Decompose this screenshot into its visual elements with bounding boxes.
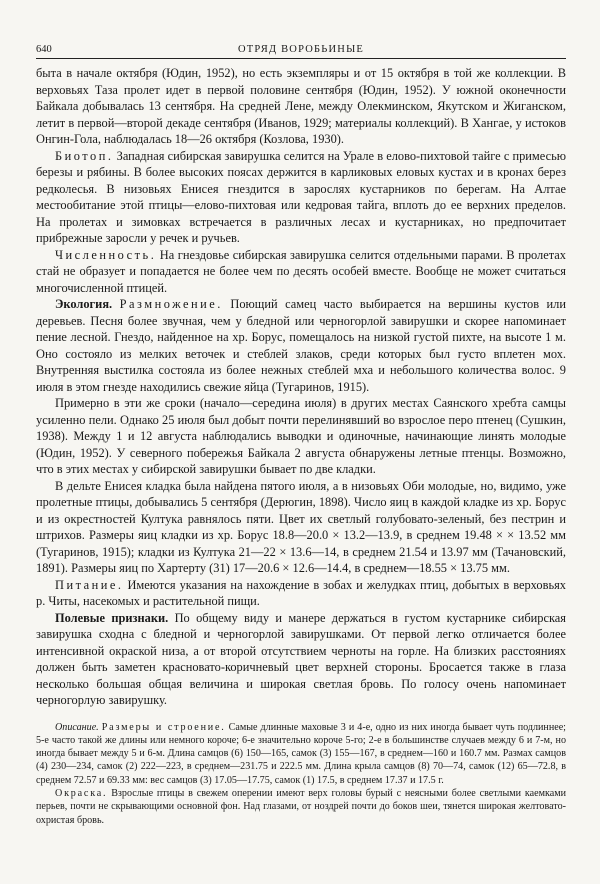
- paragraph-text: Поющий самец часто выбирается на вершины кустов или деревьев. Песня более звучная, чем у бледной или черногорлой завирушки и скорее напоминает пение лесной. Гнездо, найденное на хр. Борус, помещалось на низкой густой пихте, на высоте 1 м. Оно состояло из мелких веточек и стеблей злаков, среди которых был густо вплетен мох. Внутренняя выстилка состояла из более нежных стеблей мха и небольшого количества волос. 9 июля в этом гнезде находились свежие яйца (Тугаринов, 1915).: [36, 297, 566, 394]
- paragraph-diet: [36, 577, 566, 610]
- note-measurements: [36, 721, 566, 787]
- paragraph-continuation: [36, 65, 566, 148]
- paragraph-habitat: [36, 148, 566, 247]
- paragraph-ecology: [36, 296, 566, 395]
- main-text: [36, 65, 566, 709]
- subsection-heading: Размножение.: [119, 297, 223, 311]
- paragraph-text: Имеются указания на нахождение в зобах и желудках птиц, добытых в верховьях р. Читы, насекомых и растительной пищи.: [36, 577, 566, 608]
- section-heading: Численность.: [55, 247, 157, 262]
- paragraph-text: Западная сибирская завирушка селится на Урале в елово-пихтовой тайге с примесью березы и рябины. В более высоких поясах держится в карликовых еловых кустах и в кронах берез редколесья. В низовьях Енисея гнездится в зарослях кустарников по берегам. На Алтае местообитание этой птицы—елово-пихтовая или кедровая тайга, вплоть до ее верхних пределов. На пролетах и зимовках встречается в различных лесах и кустарниках, но предпочитает прибрежные заросли у речек и ручьев.: [36, 148, 566, 245]
- note-text: Самые длинные маховые 3 и 4-е, одно из них иногда бывает чуть подлиннее; 5-е часто такой же длины или немного короче; 6-е значительно короче 5-го; 2-е в большинстве случаев между 6 и 7-м, но иногда бывает между 5 и 6-м. Длина самцов (6) 150—165, самок (3) 155—167, в среднем—160 и 160.7 мм. Размах самцов (4) 230—234, самок (2) 222—223, в среднем—231.75 и 222.5 мм. Длина крыла самцов (8) 70—74, самок (12) 65—72.8, в среднем 72.57 и 69.33 мм: вес самцов (3) 17.05—17.75, самок (1) 17.5, в среднем 17.37 и 17.5 г.: [36, 721, 566, 786]
- section-heading-bold: Полевые признаки.: [55, 610, 169, 625]
- note-text: Взрослые птицы в свежем оперении имеют верх головы бурый с неясными более светлыми каемками перьев, почти не скрывающими основной фон. Над глазами, от ноздрей почти до боков шеи, тянется широкая желтовато-охристая бровь.: [36, 787, 566, 826]
- note-coloration: [36, 787, 566, 827]
- note-subheading: Окраска.: [55, 787, 108, 799]
- running-head: ОТРЯД ВОРОБЬИНЫЕ: [237, 44, 365, 55]
- page-number: 640: [36, 44, 52, 55]
- section-heading-bold: Экология.: [55, 297, 113, 311]
- section-heading: Питание.: [55, 577, 124, 592]
- page-header: [36, 44, 566, 59]
- section-heading: Биотоп.: [55, 148, 114, 163]
- document-page: [36, 44, 566, 827]
- note-heading: Описание.: [55, 721, 99, 733]
- paragraph-field-marks: [36, 610, 566, 709]
- paragraph-text: По общему виду и манере держаться в густом кустарнике сибирская завирушка сходна с бледной и черногорлой завирушками. От первой легко отличается более интенсивной окраской низа, а от второй отсутствием черноты на горле. На близких расстояниях должен быть заметен красновато-коричневый цвет верхней стороны. Бросается также в глаза несколько большая общая величина и широкая светлая бровь. По голосу очень напоминает черногорлую завирушку.: [36, 610, 566, 707]
- paragraph-text: быта в начале октября (Юдин, 1952), но есть экземпляры и от 15 октября в той же коллекции. В верховьях Таза пролет идет в первой половине сентября (Юдин, 1952). У южной оконечности Байкала добывалась 13 сентября. На средней Лене, между Олекминском, Якутском и Жиганском, летит в первой—второй декаде сентября (Иванов, 1929; материалы коллекций). В Хангае, у истоков Онгин-Гола, наблюдалась 18—26 октября (Козлова, 1930).: [36, 66, 566, 146]
- paragraph-text: Примерно в эти же сроки (начало—середина июля) в других местах Саянского хребта самцы усиленно пели. Однако 25 июля был добыт почти перелинявший во взрослое перо птенец (Сушкин, 1938). Между 1 и 12 августа наблюдались выводки и одиночные, начинающие линять молодые (Юдин, 1952). У северного побережья Байкала 2 августа обнаружены летные птенцы. Возможно, что в этих местах у сибирской завирушки бывает по две кладки.: [36, 396, 566, 476]
- description-notes: [36, 721, 566, 827]
- paragraph-abundance: [36, 247, 566, 297]
- note-subheading: Размеры и строение.: [101, 721, 226, 733]
- paragraph-text: На гнездовье сибирская завирушка селится отдельными парами. В пролетах стай не образует и попадается не более чем по десять особей вместе. Вообще не может считаться многочисленной птицей.: [36, 247, 566, 295]
- paragraph-breeding-timing: [36, 395, 566, 478]
- paragraph-text: В дельте Енисея кладка была найдена пятого июля, а в низовьях Оби молодые, но, видимо, уже пролетные птицы, добывались 5 сентября (Дерюгин, 1898). Число яиц в каждой кладке из хр. Борус и из окрестностей Култука равнялось пяти. Цвет их светлый голубовато-зеленый, без пестрин и штрихов. Размеры яиц кладки из хр. Борус 18.8—20.0 × 13.2—13.9, в среднем 19.48 × × 13.52 мм (Тугаринов, 1915); кладки из Култука 21—22 × 13.6—14, в среднем 21.54 и 13.97 мм (Тачановский, 1891). Размеры яиц по Хартерту (31) 17—20.6 × 12.6—14.4, в среднем—18.55 × 13.75 мм.: [36, 478, 566, 575]
- paragraph-clutch: [36, 478, 566, 577]
